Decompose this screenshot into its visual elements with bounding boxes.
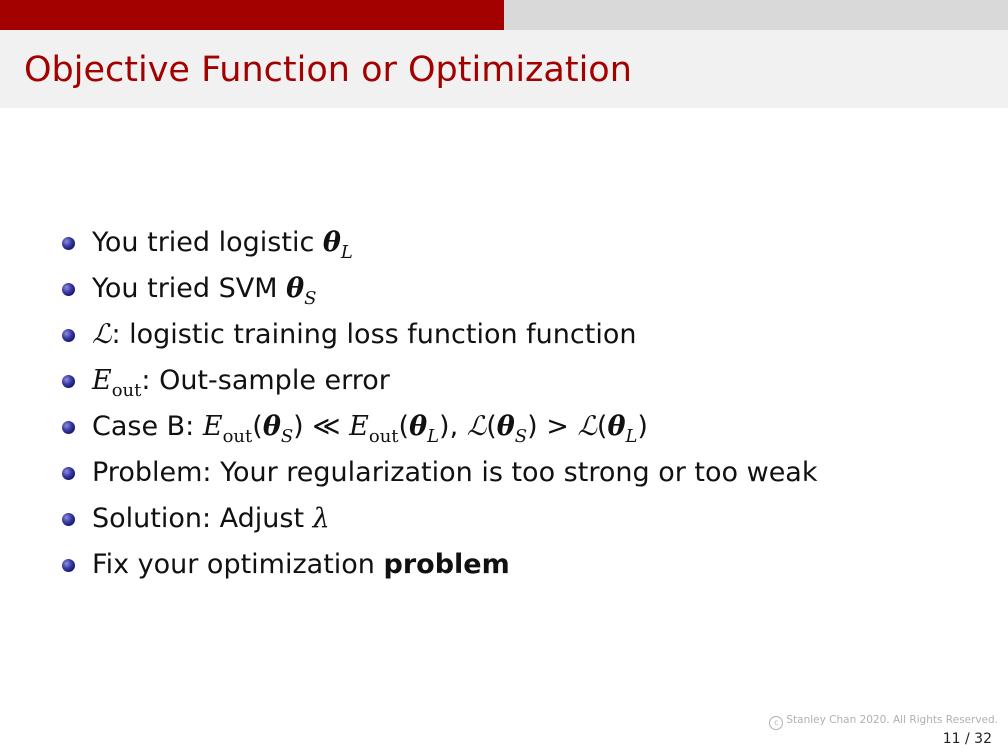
bullet-icon: [62, 421, 75, 434]
slide-title: Objective Function or Optimization: [24, 50, 632, 90]
bullet-text: Problem: Your regularization is too strong or too weak: [92, 457, 818, 488]
presentation-progress-bar: [0, 0, 1008, 30]
list-item: [62, 450, 992, 496]
bullet-icon: [62, 237, 75, 250]
bullet-icon: [62, 283, 75, 296]
bullet-icon: [62, 559, 75, 572]
bullet-list: [62, 220, 992, 588]
copyright-text: Stanley Chan 2020. All Rights Reserved.: [786, 714, 998, 726]
bullet-text: You tried SVM $\theta_S$: [92, 273, 317, 309]
bullet-icon: [62, 467, 75, 480]
bullet-text: Case B: $E_{out}(\theta_S)$ ≪ $E_{out}(\theta_L)$, $ℒ(\theta_S)$ > $ℒ(\theta_L)$: [92, 411, 648, 447]
copyright-notice: [769, 714, 998, 730]
bullet-text: Solution: Adjust λ: [92, 503, 330, 534]
copyright-icon: c: [769, 716, 783, 730]
list-item: [62, 496, 992, 542]
list-item: [62, 542, 992, 588]
bullet-text: You tried logistic $\theta_L$: [92, 227, 353, 263]
bullet-icon: [62, 513, 75, 526]
progress-fill: [0, 0, 504, 30]
list-item: [62, 404, 992, 450]
list-item: [62, 266, 992, 312]
bullet-text: ℒ: logistic training loss function function: [92, 319, 637, 350]
bullet-icon: [62, 375, 75, 388]
list-item: [62, 220, 992, 266]
bullet-text: $E_{out}$: Out-sample error: [92, 365, 390, 401]
title-bar: [0, 30, 1008, 108]
bullet-text: Fix your optimization problem: [92, 549, 510, 580]
list-item: [62, 312, 992, 358]
page-number: 11 / 32: [942, 731, 992, 747]
list-item: [62, 358, 992, 404]
bullet-icon: [62, 329, 75, 342]
